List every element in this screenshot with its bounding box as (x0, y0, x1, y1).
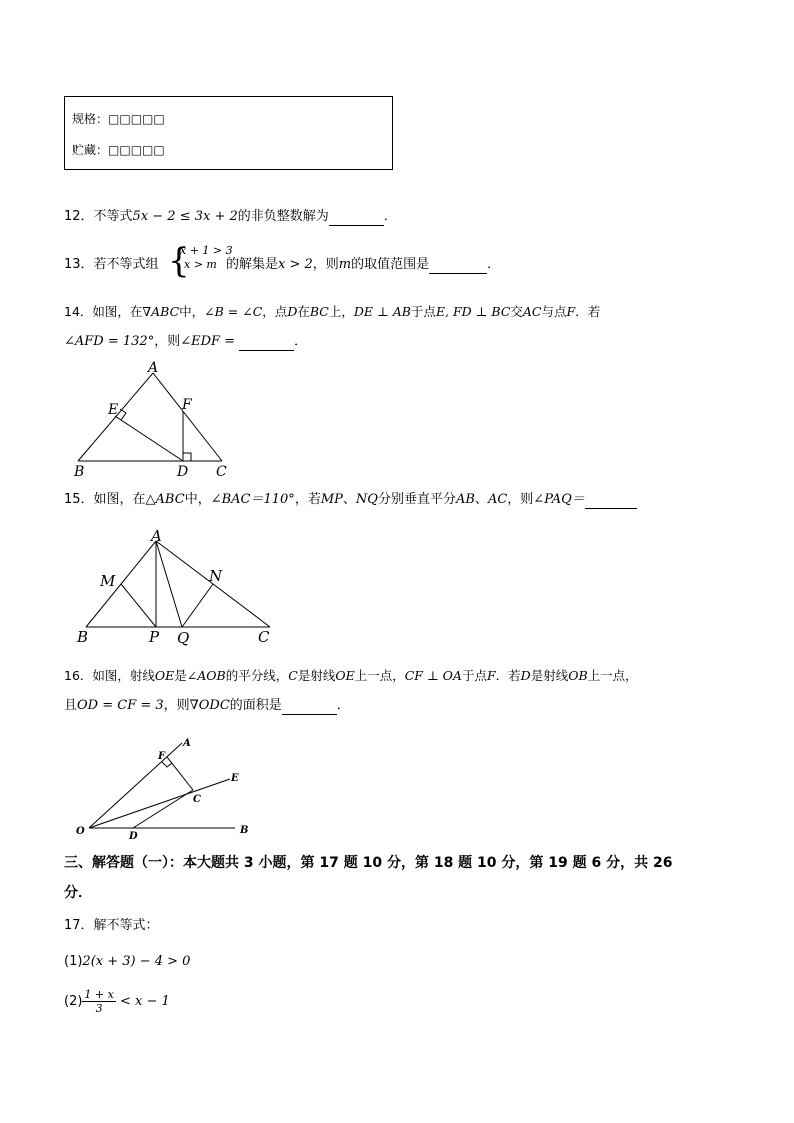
q15-mp: MP (320, 492, 343, 507)
q14-t9: ．若 (575, 304, 601, 319)
q16-t11: ，则 (163, 698, 190, 713)
q16-label-f: F (158, 751, 166, 762)
q14-t1: 14．如图，在 (64, 304, 143, 319)
q15-segment-mp (121, 584, 156, 627)
q14-label-a: A (148, 360, 159, 376)
q14-edf: ∠EDF = (180, 334, 236, 349)
q14-label-e: E (108, 402, 119, 418)
q13-end: ． (487, 257, 501, 272)
q15-label-p: P (149, 628, 160, 646)
q16-oe: OE (154, 668, 175, 683)
section-3-heading: 三、解答题（一）：本大题共 3 小题，第 17 题 10 分，第 18 题 10 分，第 19 题 6 分，共 26 (64, 855, 673, 871)
q14-line2 (64, 333, 307, 351)
q16-ray-oa (89, 743, 182, 828)
q14-ac: AC (522, 304, 542, 319)
q13-condition: x > 2 (278, 257, 313, 272)
q16-label-a: A (183, 738, 191, 749)
q15-t3: ，若 (294, 492, 321, 507)
q16-end: ． (336, 698, 350, 713)
q12-prefix: 12．不等式 (64, 209, 133, 224)
q17-p2-numerator: 1 + x (84, 988, 114, 1001)
q14-t10: ，则 (154, 334, 181, 349)
q15-segment-nq (182, 584, 213, 627)
q14-figure (70, 358, 240, 480)
stock-value: □□□□□ (108, 143, 165, 157)
q17-part-1 (64, 953, 190, 971)
q16-aob: ∠AOB (186, 668, 226, 683)
q17-p1-label: (1) (64, 954, 83, 969)
spec-line (72, 110, 165, 128)
stock-label: 贮藏： (72, 143, 109, 157)
q16-cf-oa: CF ⊥ OA (404, 668, 462, 683)
question-15 (64, 491, 637, 509)
q17-part-2 (64, 988, 170, 1015)
q15-ab: AB (455, 492, 475, 507)
q16-answer-blank (282, 700, 337, 715)
q16-label-o: O (76, 826, 85, 837)
q12-expression: 5x − 2 ≤ 3x + 2 (132, 209, 238, 224)
q13-mid2: ，则 (312, 257, 339, 272)
q14-right-angle-d (183, 453, 191, 461)
q15-nq: NQ (355, 492, 378, 507)
q16-t8: 是射线 (530, 668, 569, 683)
q13-mid: 的解集是 (226, 257, 279, 272)
q15-label-q: Q (177, 629, 190, 647)
q14-t3: ，点 (262, 304, 288, 319)
q14-f: F (566, 304, 576, 319)
q14-d: D (287, 304, 298, 319)
q14-line1 (64, 303, 600, 321)
q17-p2-fraction (82, 988, 115, 1015)
q14-label-f: F (182, 397, 192, 413)
q15-label-c: C (258, 628, 270, 646)
q14-segment-de (115, 416, 183, 461)
q16-segment-dc (133, 790, 193, 828)
q16-label-c: C (193, 794, 201, 805)
spec-value: □□□□□ (108, 112, 165, 126)
q13-prefix: 13．若不等式组 (64, 257, 159, 272)
q15-segment-aq (156, 541, 182, 627)
q16-t4: 是射线 (297, 668, 336, 683)
q16-t5: 上一点， (354, 668, 405, 683)
q14-t5: 上， (328, 304, 354, 319)
q14-bc: BC (309, 304, 329, 319)
question-12 (64, 208, 397, 226)
q13-system-line1: x + 1 > 3 (180, 244, 233, 257)
q16-t3: 的平分线， (225, 668, 289, 683)
q13-system-line2: x > m (184, 258, 217, 271)
q14-ef: E, FD ⊥ BC (435, 304, 511, 319)
q15-ac: AC (487, 492, 508, 507)
q16-ray-oe (89, 779, 230, 828)
q15-t6: 、 (474, 492, 488, 507)
q15-t5: 分别垂直平分 (377, 492, 456, 507)
q16-label-b: B (240, 825, 249, 836)
q14-t6: 于点 (410, 304, 436, 319)
q16-line1 (64, 667, 638, 685)
q16-equation: OD = CF = 3 (77, 698, 164, 713)
q14-end: ． (294, 334, 308, 349)
q15-answer-blank (585, 494, 637, 509)
q15-label-n: N (209, 567, 223, 585)
q16-line2 (64, 697, 350, 715)
q13-answer-blank (429, 259, 487, 274)
q15-t1: 15．如图，在 (64, 492, 146, 507)
q15-label-m: M (100, 572, 116, 590)
q13-rest (226, 256, 500, 274)
q14-afd: ∠AFD = 132° (64, 334, 155, 349)
q16-t12: 的面积是 (229, 698, 282, 713)
q16-segment-fc (167, 757, 193, 790)
q14-de-ab: DE ⊥ AB (353, 304, 411, 319)
q15-figure (70, 526, 280, 648)
q14-angles: ∠B = ∠C (204, 304, 263, 319)
q17-p2-denominator: 3 (95, 1002, 103, 1015)
q13-system (180, 244, 233, 272)
q16-right-angle-f (162, 762, 172, 767)
q16-odc: ∇ODC (189, 698, 230, 713)
q16-f: F (486, 668, 496, 683)
q16-label-e: E (231, 773, 239, 784)
q16-t6: 于点 (461, 668, 487, 683)
q14-label-d: D (177, 464, 189, 480)
q14-t7: 交 (510, 304, 523, 319)
q17-title: 17．解不等式： (64, 918, 159, 933)
q14-triangle: ∇ABC (142, 304, 180, 319)
stock-line (72, 141, 165, 159)
q16-t1: 16．如图，射线 (64, 668, 155, 683)
q15-paq: ∠PAQ＝ (533, 492, 585, 507)
q15-bac: ∠BAC＝110° (210, 492, 295, 507)
q16-figure (70, 733, 260, 841)
q14-label-c: C (216, 464, 227, 480)
q12-answer-blank (329, 211, 384, 226)
section-3-heading-cont: 分． (64, 885, 92, 901)
q15-t4: 、 (342, 492, 356, 507)
q15-t2: 中， (184, 492, 211, 507)
q14-t8: 与点 (541, 304, 567, 319)
q13-suffix: 的取值范围是 (351, 257, 430, 272)
q16-t10: 且 (64, 698, 78, 713)
q12-suffix: 的非负整数解为 (237, 209, 329, 224)
q16-ob: OB (568, 668, 588, 683)
q17-p2-rest: < x − 1 (115, 994, 170, 1009)
q17-p2-label: (2) (64, 994, 83, 1009)
q16-t9: 上一点， (587, 668, 638, 683)
q14-answer-blank (239, 336, 294, 351)
q12-end: ． (383, 209, 397, 224)
q15-t7: ，则 (507, 492, 534, 507)
q14-label-b: B (74, 464, 85, 480)
q14-t2: 中， (179, 304, 205, 319)
q15-label-a: A (151, 527, 162, 545)
q16-c: C (288, 668, 298, 683)
q13-brace: { (168, 241, 190, 281)
q16-t7: ．若 (495, 668, 521, 683)
q16-d: D (520, 668, 531, 683)
spec-label: 规格： (72, 112, 109, 126)
q13-var: m (338, 257, 352, 272)
q16-t2: 是 (174, 668, 187, 683)
q15-label-b: B (77, 628, 89, 646)
q17-p1-expression: 2(x + 3) − 4 > 0 (82, 954, 191, 969)
q15-triangle: △ABC (145, 492, 185, 507)
q16-oe2: OE (335, 668, 355, 683)
q14-t4: 在 (297, 304, 310, 319)
q16-label-d: D (129, 831, 138, 841)
